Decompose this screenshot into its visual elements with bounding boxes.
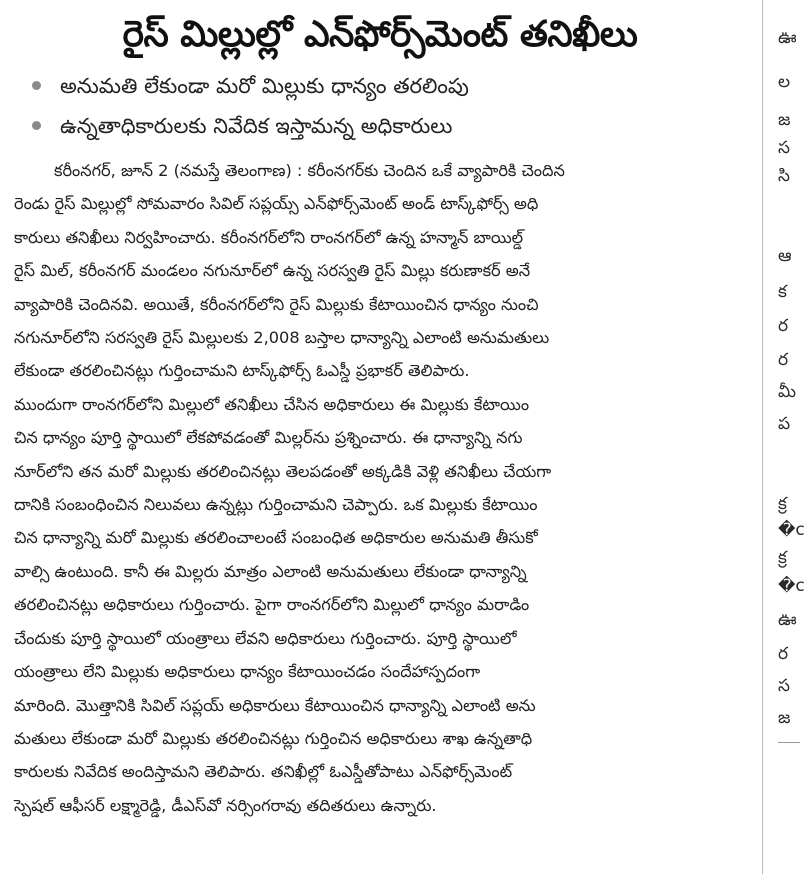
article-body-line: కారులకు నివేదిక అందిస్తామని తెలిపారు. తనిఖీల్లో ఓఎస్డీతోపాటు ఎన్‌ఫోర్స్‌మెంట్ <box>14 762 513 782</box>
adjacent-column-fragment: ల <box>778 72 791 92</box>
article <box>14 0 746 822</box>
article-body-line: వాల్సి ఉంటుంది. కానీ ఈ మిల్లరు మాత్రం ఎలాంటి అనుమతులు లేకుండా ధాన్యాన్ని <box>14 561 527 581</box>
article-body-line: చిన ధాన్యాన్ని మరో మిల్లుకు తరలించాలంటే సంబంధిత అధికారుల అనుమతి తీసుకో <box>14 528 538 548</box>
adjacent-column-fragment: క్ర <box>778 494 787 514</box>
adjacent-column-fragment: ఊ <box>778 610 797 630</box>
article-body-line: రైస్ మిల్, కరీంనగర్ మండలం నగునూర్‌లో ఉన్న సరస్వతి రైస్ మిల్లు కరుణాకర్ అనే <box>14 261 531 281</box>
adjacent-column-fragment: క్ర <box>778 548 787 568</box>
adjacent-column-fragment: స <box>778 138 790 158</box>
subheadline-item <box>26 106 746 146</box>
article-body-line: చిన ధాన్యం పూర్తి స్థాయిలో లేకపోవడంతో మిల్లర్‌ను ప్రశ్నించారు. ఈ ధాన్యాన్ని నగు <box>14 428 523 448</box>
article-body-line: స్పెషల్ ఆఫీసర్ లక్ష్మారెడ్డి, డీఎస్‌వో నర్సింగరావు తదితరులు ఉన్నారు. <box>14 795 437 815</box>
adjacent-column-fragment: సి <box>778 166 790 186</box>
article-body-line: నూర్‌లోని తన మరో మిల్లుకు తరలించినట్లు తెలపడంతో అక్కడికి వెళ్లి తనిఖీలు చేయగా <box>14 461 552 481</box>
adjacent-column-fragment: స <box>778 676 790 696</box>
article-body <box>14 154 746 822</box>
article-body-line: తరలించినట్లు అధికారులు గుర్తించారు. పైగా రాంనగర్‌లోని మిల్లులో ధాన్యం మరాడిం <box>14 595 530 615</box>
article-body-line: కరీంనగర్, జూన్ 2 (నమస్తే తెలంగాణ) : కరీంనగర్‌కు చెందిన ఒకే వ్యాపారికి చెందిన <box>54 161 565 180</box>
adjacent-column-fragment: ర <box>778 316 789 336</box>
adjacent-column-fragment: క <box>778 282 787 302</box>
adjacent-column-fragment: �c <box>778 520 805 540</box>
adjacent-column-fragment: జ <box>778 708 791 728</box>
subheadline-list <box>14 66 746 146</box>
adjacent-article-column <box>778 0 805 874</box>
adjacent-column-fragment: జ <box>778 110 791 130</box>
adjacent-column-fragment: మీ <box>778 382 796 402</box>
subheadline-text: ఉన్నతాధికారులకు నివేదిక ఇస్తామన్న అధికారులు <box>60 114 453 138</box>
article-headline: రైస్ మిల్లుల్లో ఎన్‌ఫోర్స్‌మెంట్ తనిఖీలు <box>122 14 638 55</box>
article-body-line: యంత్రాలు లేని మిల్లుకు అధికారులు ధాన్యం కేటాయించడం సందేహాస్పదంగా <box>14 662 481 682</box>
adjacent-column-fragment: ర <box>778 350 789 370</box>
article-body-line: దానికి సంబంధించిన నిలువలు ఉన్నట్లు గుర్తించామని చెప్పారు. ఒక మిల్లుకు కేటాయిం <box>14 495 538 515</box>
adjacent-column-fragment: ర <box>778 644 789 664</box>
subheadline-item <box>26 66 746 106</box>
bullet-dot-icon <box>32 121 41 130</box>
article-body-line: నగునూర్‌లోని సరస్వతి రైస్ మిల్లులకు 2,008 బస్తాల ధాన్యాన్ని ఎలాంటి అనుమతులు <box>14 328 550 348</box>
adjacent-column-rule <box>778 742 800 743</box>
bullet-dot-icon <box>32 81 41 90</box>
article-body-line: కారులు తనిఖీలు నిర్వహించారు. కరీంనగర్‌లోని రాంనగర్‌లో ఉన్న హన్మాన్ బాయిల్డ్ <box>14 227 524 247</box>
article-body-line: మారింది. మొత్తానికి సివిల్ సప్లయ్ అధికారులు కేటాయించిన ధాన్యాన్ని ఎలాంటి అను <box>14 695 536 715</box>
article-body-line: రెండు రైస్ మిల్లుల్లో సోమవారం సివిల్ సప్లయ్స్ ఎన్‌ఫోర్స్‌మెంట్ అండ్ టాస్క్‌ఫోర్స్ అధి <box>14 194 539 214</box>
subheadline-text: అనుమతి లేకుండా మరో మిల్లుకు ధాన్యం తరలింపు <box>60 74 469 98</box>
article-body-line: లేకుండా తరలించినట్లు గుర్తించామని టాస్క్‌ఫోర్స్ ఓఎస్డీ ప్రభాకర్ తెలిపారు. <box>14 361 470 381</box>
article-body-line: ముందుగా రాంనగర్‌లోని మిల్లులో తనిఖీలు చేసిన అధికారులు ఈ మిల్లుకు కేటాయిం <box>14 394 530 414</box>
adjacent-column-fragment: ఆ <box>778 246 792 266</box>
article-body-line: మతులు లేకుండా మరో మిల్లుకు తరలించినట్లు గుర్తించిన అధికారులు శాఖ ఉన్నతాధి <box>14 728 533 748</box>
article-body-line: చేందుకు పూర్తి స్థాయిలో యంత్రాలు లేవని అధికారులు గుర్తించారు. పూర్తి స్థాయిలో <box>14 628 517 648</box>
adjacent-column-fragment: ప <box>778 414 791 434</box>
column-divider <box>762 0 763 874</box>
adjacent-column-fragment: �c <box>778 576 805 596</box>
adjacent-column-fragment: ఊ <box>778 28 797 48</box>
article-body-line: వ్యాపారికి చెందినవి. అయితే, కరీంనగర్‌లోని రైస్ మిల్లుకు కేటాయించిన ధాన్యం నుంచి <box>14 294 539 314</box>
